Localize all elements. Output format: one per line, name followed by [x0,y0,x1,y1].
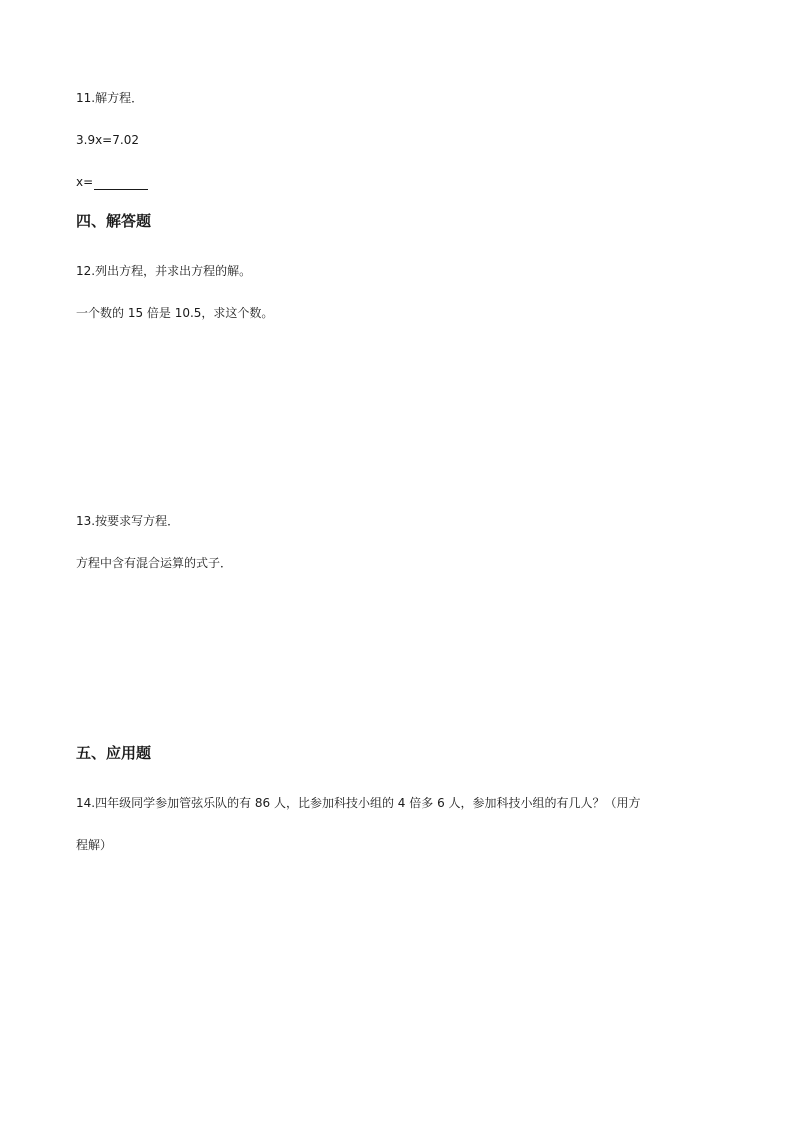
question-12-body: 一个数的 15 倍是 10.5，求这个数。 [76,306,274,320]
answer-prefix: x= [76,175,94,189]
answer-blank [94,177,148,190]
question-13-body: 方程中含有混合运算的式子． [76,556,233,570]
section-5-heading: 五、应用题 [76,744,152,762]
question-13-title: 13.按要求写方程． [76,514,180,528]
question-12-title: 12.列出方程，并求出方程的解。 [76,264,252,278]
question-11-equation: 3.9x=7.02 [76,133,139,147]
question-14-line-2: 程解） [76,838,113,852]
question-11-answer [76,174,148,190]
section-4-heading: 四、解答题 [76,212,152,230]
question-11-title: 11.解方程． [76,91,144,105]
question-14-line-1: 14.四年级同学参加管弦乐队的有 86 人，比参加科技小组的 4 倍多 6 人，参加科技小组的有几人？（用方 [76,796,641,810]
